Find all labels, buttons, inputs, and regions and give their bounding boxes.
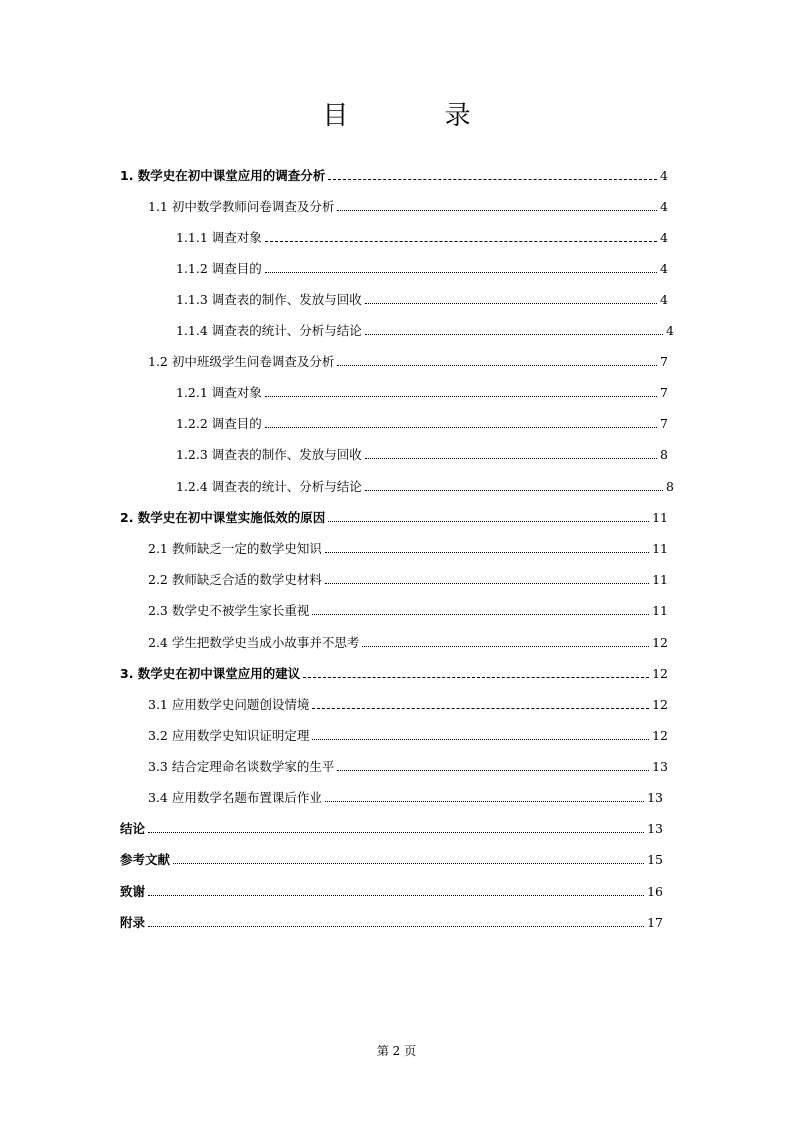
toc-entry-page: 16	[647, 884, 663, 899]
toc-leader	[362, 646, 649, 647]
toc-entry-label: 3.1 应用数学史问题创设情境	[148, 697, 310, 712]
toc-entry[interactable]	[176, 227, 668, 247]
toc-entry[interactable]	[148, 351, 668, 371]
toc-entry-label: 2.3 数学史不被学生家长重视	[148, 603, 310, 618]
toc-entry[interactable]	[120, 507, 668, 527]
toc-leader	[365, 334, 663, 335]
toc-entry-label: 1.2.1 调查对象	[176, 385, 262, 400]
toc-entry-page: 12	[652, 635, 668, 650]
toc-entry-label: 1. 数学史在初中课堂应用的调查分析	[120, 168, 326, 183]
toc-leader	[325, 583, 649, 584]
toc-entry-page: 8	[666, 479, 674, 494]
toc-leader	[173, 863, 644, 864]
toc-entry-label: 附录	[120, 915, 146, 930]
toc-entry-label: 3.2 应用数学史知识证明定理	[148, 728, 310, 743]
toc-entry[interactable]	[148, 196, 668, 216]
toc-entry[interactable]	[148, 569, 668, 589]
toc-leader	[328, 179, 657, 180]
toc-leader	[312, 708, 649, 709]
toc-leader	[325, 552, 649, 553]
toc-entry[interactable]	[176, 258, 668, 278]
toc-entry-label: 1.2.2 调查目的	[176, 416, 262, 431]
toc-entry-page: 11	[652, 603, 668, 618]
toc-entry-page: 13	[652, 759, 668, 774]
toc-entry[interactable]	[148, 787, 663, 807]
toc-entry-page: 17	[647, 915, 663, 930]
toc-entry[interactable]	[120, 818, 663, 838]
toc-entry-page: 12	[652, 697, 668, 712]
toc-entry-label: 1.1 初中数学教师问卷调查及分析	[148, 199, 335, 214]
toc-leader	[337, 770, 649, 771]
toc-entry-label: 1.2.4 调查表的统计、分析与结论	[176, 479, 362, 494]
toc-entry-page: 4	[660, 230, 668, 245]
toc-entry-label: 结论	[120, 821, 146, 836]
toc-entry-page: 15	[647, 852, 663, 867]
toc-entry[interactable]	[176, 476, 674, 496]
toc-leader	[365, 490, 663, 491]
toc-entry[interactable]	[148, 725, 668, 745]
toc-entry[interactable]	[148, 538, 668, 558]
toc-leader	[148, 926, 644, 927]
toc-entry-label: 致谢	[120, 884, 146, 899]
toc-leader	[365, 303, 657, 304]
toc-leader	[365, 458, 657, 459]
toc-entry-label: 3.3 结合定理命名谈数学家的生平	[148, 759, 335, 774]
toc-leader	[328, 521, 649, 522]
toc-entry-label: 1.1.2 调查目的	[176, 261, 262, 276]
toc-entry-label: 2. 数学史在初中课堂实施低效的原因	[120, 510, 326, 525]
toc-entry-page: 12	[652, 728, 668, 743]
toc-entry[interactable]	[148, 694, 668, 714]
toc-entry-label: 3.4 应用数学名题布置课后作业	[148, 790, 322, 805]
toc-entry-page: 11	[652, 541, 668, 556]
toc-leader	[265, 396, 657, 397]
toc-leader	[265, 272, 657, 273]
toc-entry-page: 12	[652, 666, 668, 681]
toc-entry[interactable]	[120, 881, 663, 901]
toc-entry[interactable]	[120, 849, 663, 869]
toc-leader	[312, 739, 649, 740]
toc-entry-label: 3. 数学史在初中课堂应用的建议	[120, 666, 301, 681]
toc-entry[interactable]	[148, 632, 668, 652]
toc-entry-page: 7	[660, 354, 668, 369]
toc-entry-page: 4	[666, 323, 674, 338]
toc-leader	[148, 832, 644, 833]
toc-leader	[265, 427, 657, 428]
toc-entry[interactable]	[176, 382, 668, 402]
toc-entry-label: 2.1 教师缺乏一定的数学史知识	[148, 541, 322, 556]
toc-entry-page: 4	[660, 261, 668, 276]
toc-leader	[303, 677, 649, 678]
page-number-footer: 第 2 页	[376, 1044, 417, 1058]
toc-entry-label: 1.2 初中班级学生问卷调查及分析	[148, 354, 335, 369]
toc-entry-page: 4	[660, 292, 668, 307]
toc-entry[interactable]	[120, 663, 668, 683]
toc-entry-page: 11	[652, 572, 668, 587]
toc-entry-page: 13	[647, 821, 663, 836]
toc-entry[interactable]	[176, 444, 668, 464]
toc-entry-label: 2.2 教师缺乏合适的数学史材料	[148, 572, 322, 587]
toc-entry-page: 4	[660, 168, 668, 183]
toc-leader	[325, 801, 644, 802]
toc-entry-label: 参考文献	[120, 852, 171, 867]
toc-entry[interactable]	[120, 165, 668, 185]
toc-entry-page: 7	[660, 385, 668, 400]
toc-entry-label: 1.1.3 调查表的制作、发放与回收	[176, 292, 362, 307]
toc-entry[interactable]	[148, 756, 668, 776]
toc-leader	[148, 895, 644, 896]
toc-leader	[312, 614, 649, 615]
toc-leader	[265, 241, 657, 242]
toc-entry-page: 11	[652, 510, 668, 525]
toc-entry-label: 1.1.4 调查表的统计、分析与结论	[176, 323, 362, 338]
toc-entry[interactable]	[120, 912, 663, 932]
toc-leader	[337, 365, 657, 366]
toc-entry[interactable]	[176, 289, 668, 309]
toc-entry[interactable]	[176, 413, 668, 433]
page-title: 目 录	[322, 101, 515, 131]
toc-entry-page: 13	[647, 790, 663, 805]
toc-entry[interactable]	[148, 600, 668, 620]
toc-entry[interactable]	[176, 320, 674, 340]
toc-entry-label: 1.2.3 调查表的制作、发放与回收	[176, 447, 362, 462]
toc-entry-label: 2.4 学生把数学史当成小故事并不思考	[148, 635, 360, 650]
toc-leader	[337, 210, 657, 211]
toc-entry-label: 1.1.1 调查对象	[176, 230, 262, 245]
toc-entry-page: 7	[660, 416, 668, 431]
toc-entry-page: 8	[660, 447, 668, 462]
toc-entry-page: 4	[660, 199, 668, 214]
